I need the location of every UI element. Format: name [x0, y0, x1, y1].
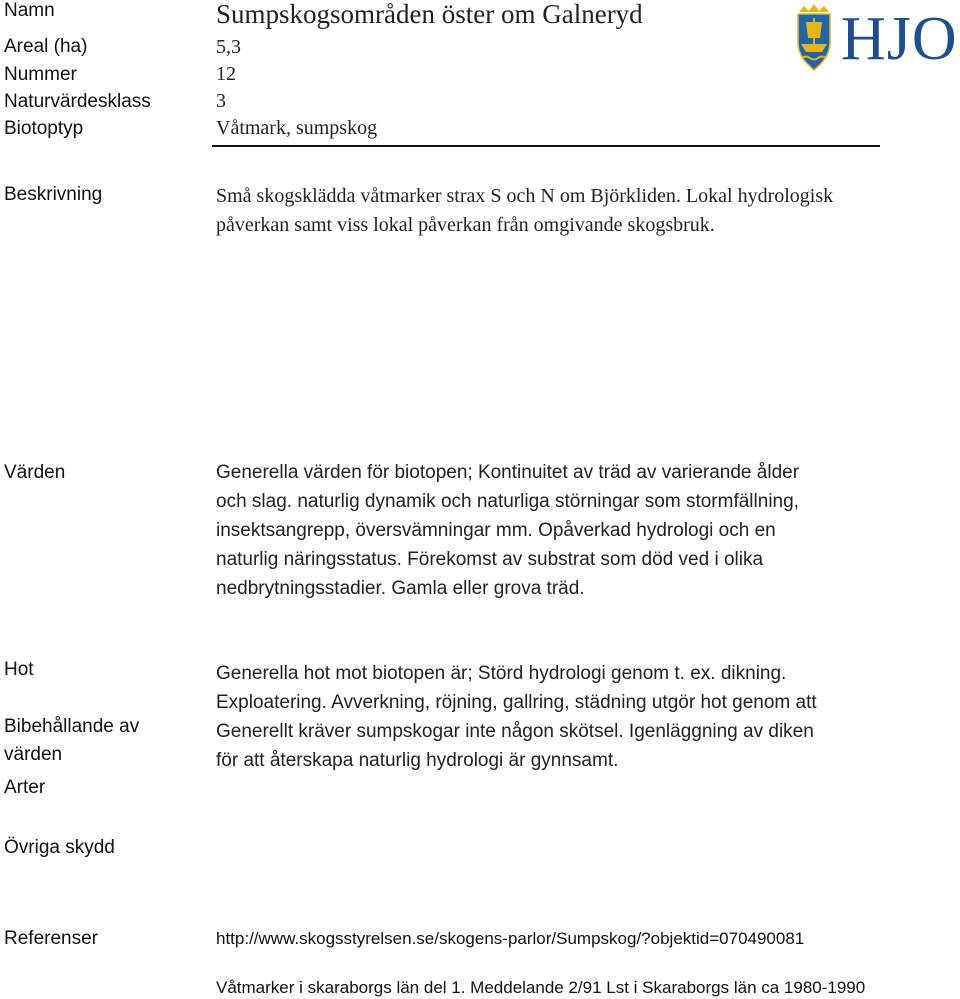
- varden-line: nedbrytningsstadier. Gamla eller grova träd.: [216, 578, 585, 599]
- hjo-logo: [795, 4, 960, 74]
- reference-item: Våtmarker i skaraborgs län del 1. Meddelande 2/91 Lst i Skaraborgs län ca 1980-1990: [216, 978, 866, 997]
- value-naturvardesklass: 3: [216, 90, 226, 112]
- beskrivning-line: Små skogsklädda våtmarker strax S och N om Björkliden. Lokal hydrologisk: [216, 185, 834, 207]
- hot-line: Generella hot mot biotopen är; Störd hydrologi genom t. ex. dikning.: [216, 663, 787, 684]
- label-arter: Arter: [4, 777, 46, 798]
- varden-line: Generella värden för biotopen; Kontinuitet av träd av varierande ålder: [216, 462, 800, 483]
- text-hot: [216, 659, 817, 775]
- beskrivning-line: påverkan samt viss lokal påverkan från omgivande skogsbruk.: [216, 214, 715, 236]
- value-nummer: 12: [216, 63, 236, 85]
- header-divider: [212, 145, 880, 147]
- hot-line: för att återskapa naturlig hydrologi är gynnsamt.: [216, 750, 619, 771]
- label-naturvardesklass: Naturvärdesklass: [4, 91, 151, 112]
- label-namn: Namn: [4, 0, 55, 21]
- label-beskrivning: Beskrivning: [4, 184, 103, 205]
- label-areal: Areal (ha): [4, 36, 88, 57]
- varden-line: och slag. naturlig dynamik och naturliga störningar som stormfällning,: [216, 491, 799, 512]
- label-referenser: Referenser: [4, 928, 98, 949]
- label-hot: Hot: [4, 659, 34, 680]
- value-areal: 5,3: [216, 36, 241, 58]
- value-biotoptyp: Våtmark, sumpskog: [216, 117, 378, 139]
- text-beskrivning: [216, 182, 833, 240]
- label-nummer: Nummer: [4, 64, 77, 85]
- reference-link[interactable]: http://www.skogsstyrelsen.se/skogens-parlor/Sumpskog/?objektid=070490081: [216, 929, 805, 948]
- label-bibehallande-line1: Bibehållande av: [4, 716, 140, 737]
- label-bibehallande-line2: värden: [4, 744, 63, 765]
- hot-line: Exploatering. Avverkning, röjning, gallring, städning utgör hot genom att: [216, 692, 817, 713]
- label-biotoptyp: Biotoptyp: [4, 118, 84, 139]
- label-varden: Värden: [4, 462, 66, 483]
- hot-line: Generellt kräver sumpskogar inte någon skötsel. Igenläggning av diken: [216, 721, 814, 742]
- text-varden: [216, 458, 799, 603]
- label-ovriga-skydd: Övriga skydd: [4, 837, 115, 858]
- varden-line: insektsangrepp, översvämningar mm. Opåverkad hydrologi och en: [216, 520, 776, 541]
- page-title: Sumpskogsområden öster om Galneryd: [216, 0, 643, 29]
- logo-text: HJO: [841, 5, 958, 73]
- varden-line: naturlig näringsstatus. Förekomst av substrat som död ved i olika: [216, 549, 764, 570]
